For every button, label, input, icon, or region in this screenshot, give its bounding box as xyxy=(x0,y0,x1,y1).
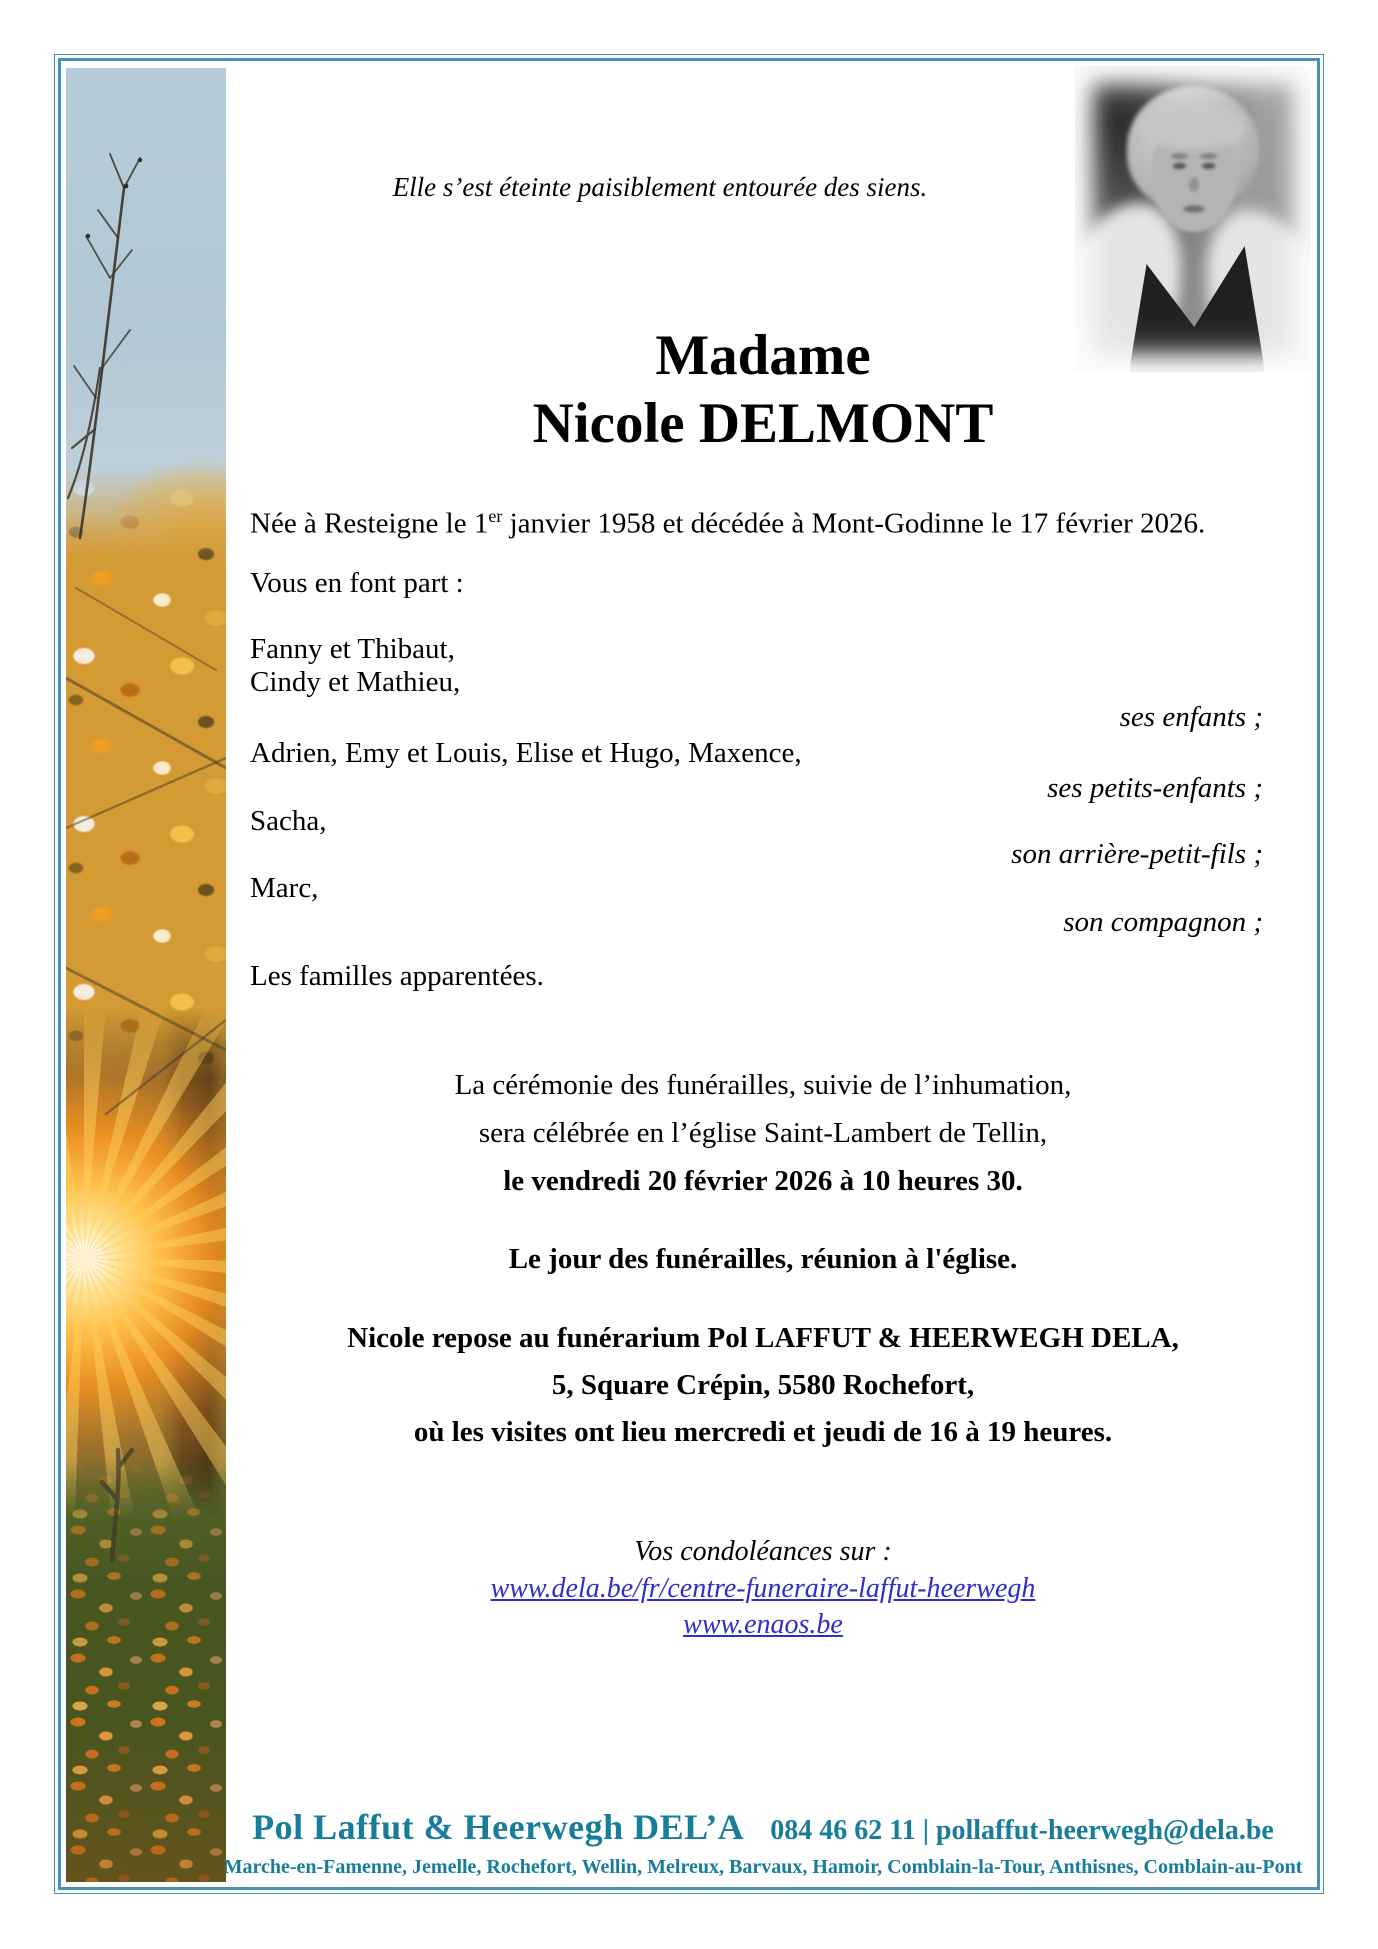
condolences-intro: Vos condoléances sur : xyxy=(634,1536,892,1567)
ceremony-line-3: le vendredi 20 février 2026 à 10 heures 30. xyxy=(503,1165,1023,1197)
condolence-link-row-2 xyxy=(216,1609,1310,1641)
strip-branches-overlay xyxy=(66,68,226,1882)
opener-text: Elle s’est éteinte paisiblement entourée des siens. xyxy=(392,172,928,202)
footer-cities: Marche-en-Famenne, Jemelle, Rochefort, Wellin, Melreux, Barvaux, Hamoir, Comblain-la-Tour, Anthisnes, Comblain-au-Pont xyxy=(223,1856,1303,1878)
birth-death-pre: Née à Resteigne le 1 xyxy=(250,507,489,540)
repose-line-2: 5, Square Crépin, 5580 Rochefort, xyxy=(551,1369,975,1401)
title-name: Nicole DELMONT xyxy=(532,392,994,455)
page-title xyxy=(216,322,1310,458)
family-companion-line: Marc, xyxy=(250,872,319,904)
footer-contact: 084 46 62 11 | pollaffut-heerwegh@dela.be xyxy=(770,1815,1274,1846)
family-great-grandson-line: Sacha, xyxy=(250,805,327,837)
meeting-line: Le jour des funérailles, réunion à l'église. xyxy=(508,1243,1018,1275)
family-children-line-2: Cindy et Mathieu, xyxy=(250,666,461,698)
autumn-photo-strip xyxy=(66,68,226,1882)
family-grandchildren-line: Adrien, Emy et Louis, Elise et Hugo, Maxence, xyxy=(250,737,802,769)
condolence-link-enaos[interactable]: www.enaos.be xyxy=(683,1609,843,1640)
condolence-link-row-1 xyxy=(216,1573,1310,1605)
relation-label-great-grandson: son arrière-petit-fils ; xyxy=(1011,838,1263,870)
relation-label-grandchildren: ses petits-enfants ; xyxy=(1047,772,1263,804)
title-madame: Madame xyxy=(655,324,871,387)
family-children-line-1: Fanny et Thibaut, xyxy=(250,633,455,665)
relation-label-companion: son compagnon ; xyxy=(1063,906,1263,938)
footer-brand-logo: Pol Laffut & Heerwegh DEL’A xyxy=(252,1807,745,1847)
birth-death-sup: er xyxy=(488,506,503,526)
birth-death-line xyxy=(250,500,1205,541)
birth-death-post: janvier 1958 et décédée à Mont-Godinne le 17 février 2026. xyxy=(502,507,1206,540)
ceremony-line-2: sera célébrée en l’église Saint-Lambert de Tellin, xyxy=(478,1117,1048,1149)
relation-label-children: ses enfants ; xyxy=(1119,701,1263,733)
ceremony-line-1: La cérémonie des funérailles, suivie de l’inhumation, xyxy=(454,1069,1072,1101)
family-closing-line: Les familles apparentées. xyxy=(250,960,544,992)
announcement-intro: Vous en font part : xyxy=(250,567,464,599)
condolence-link-dela[interactable]: www.dela.be/fr/centre-funeraire-laffut-heerwegh xyxy=(490,1573,1036,1604)
footer-brand-row xyxy=(216,1806,1310,1848)
repose-line-3: où les visites ont lieu mercredi et jeudi de 16 à 19 heures. xyxy=(413,1416,1113,1448)
repose-line-1: Nicole repose au funérarium Pol LAFFUT & HEERWEGH DELA, xyxy=(347,1322,1179,1354)
